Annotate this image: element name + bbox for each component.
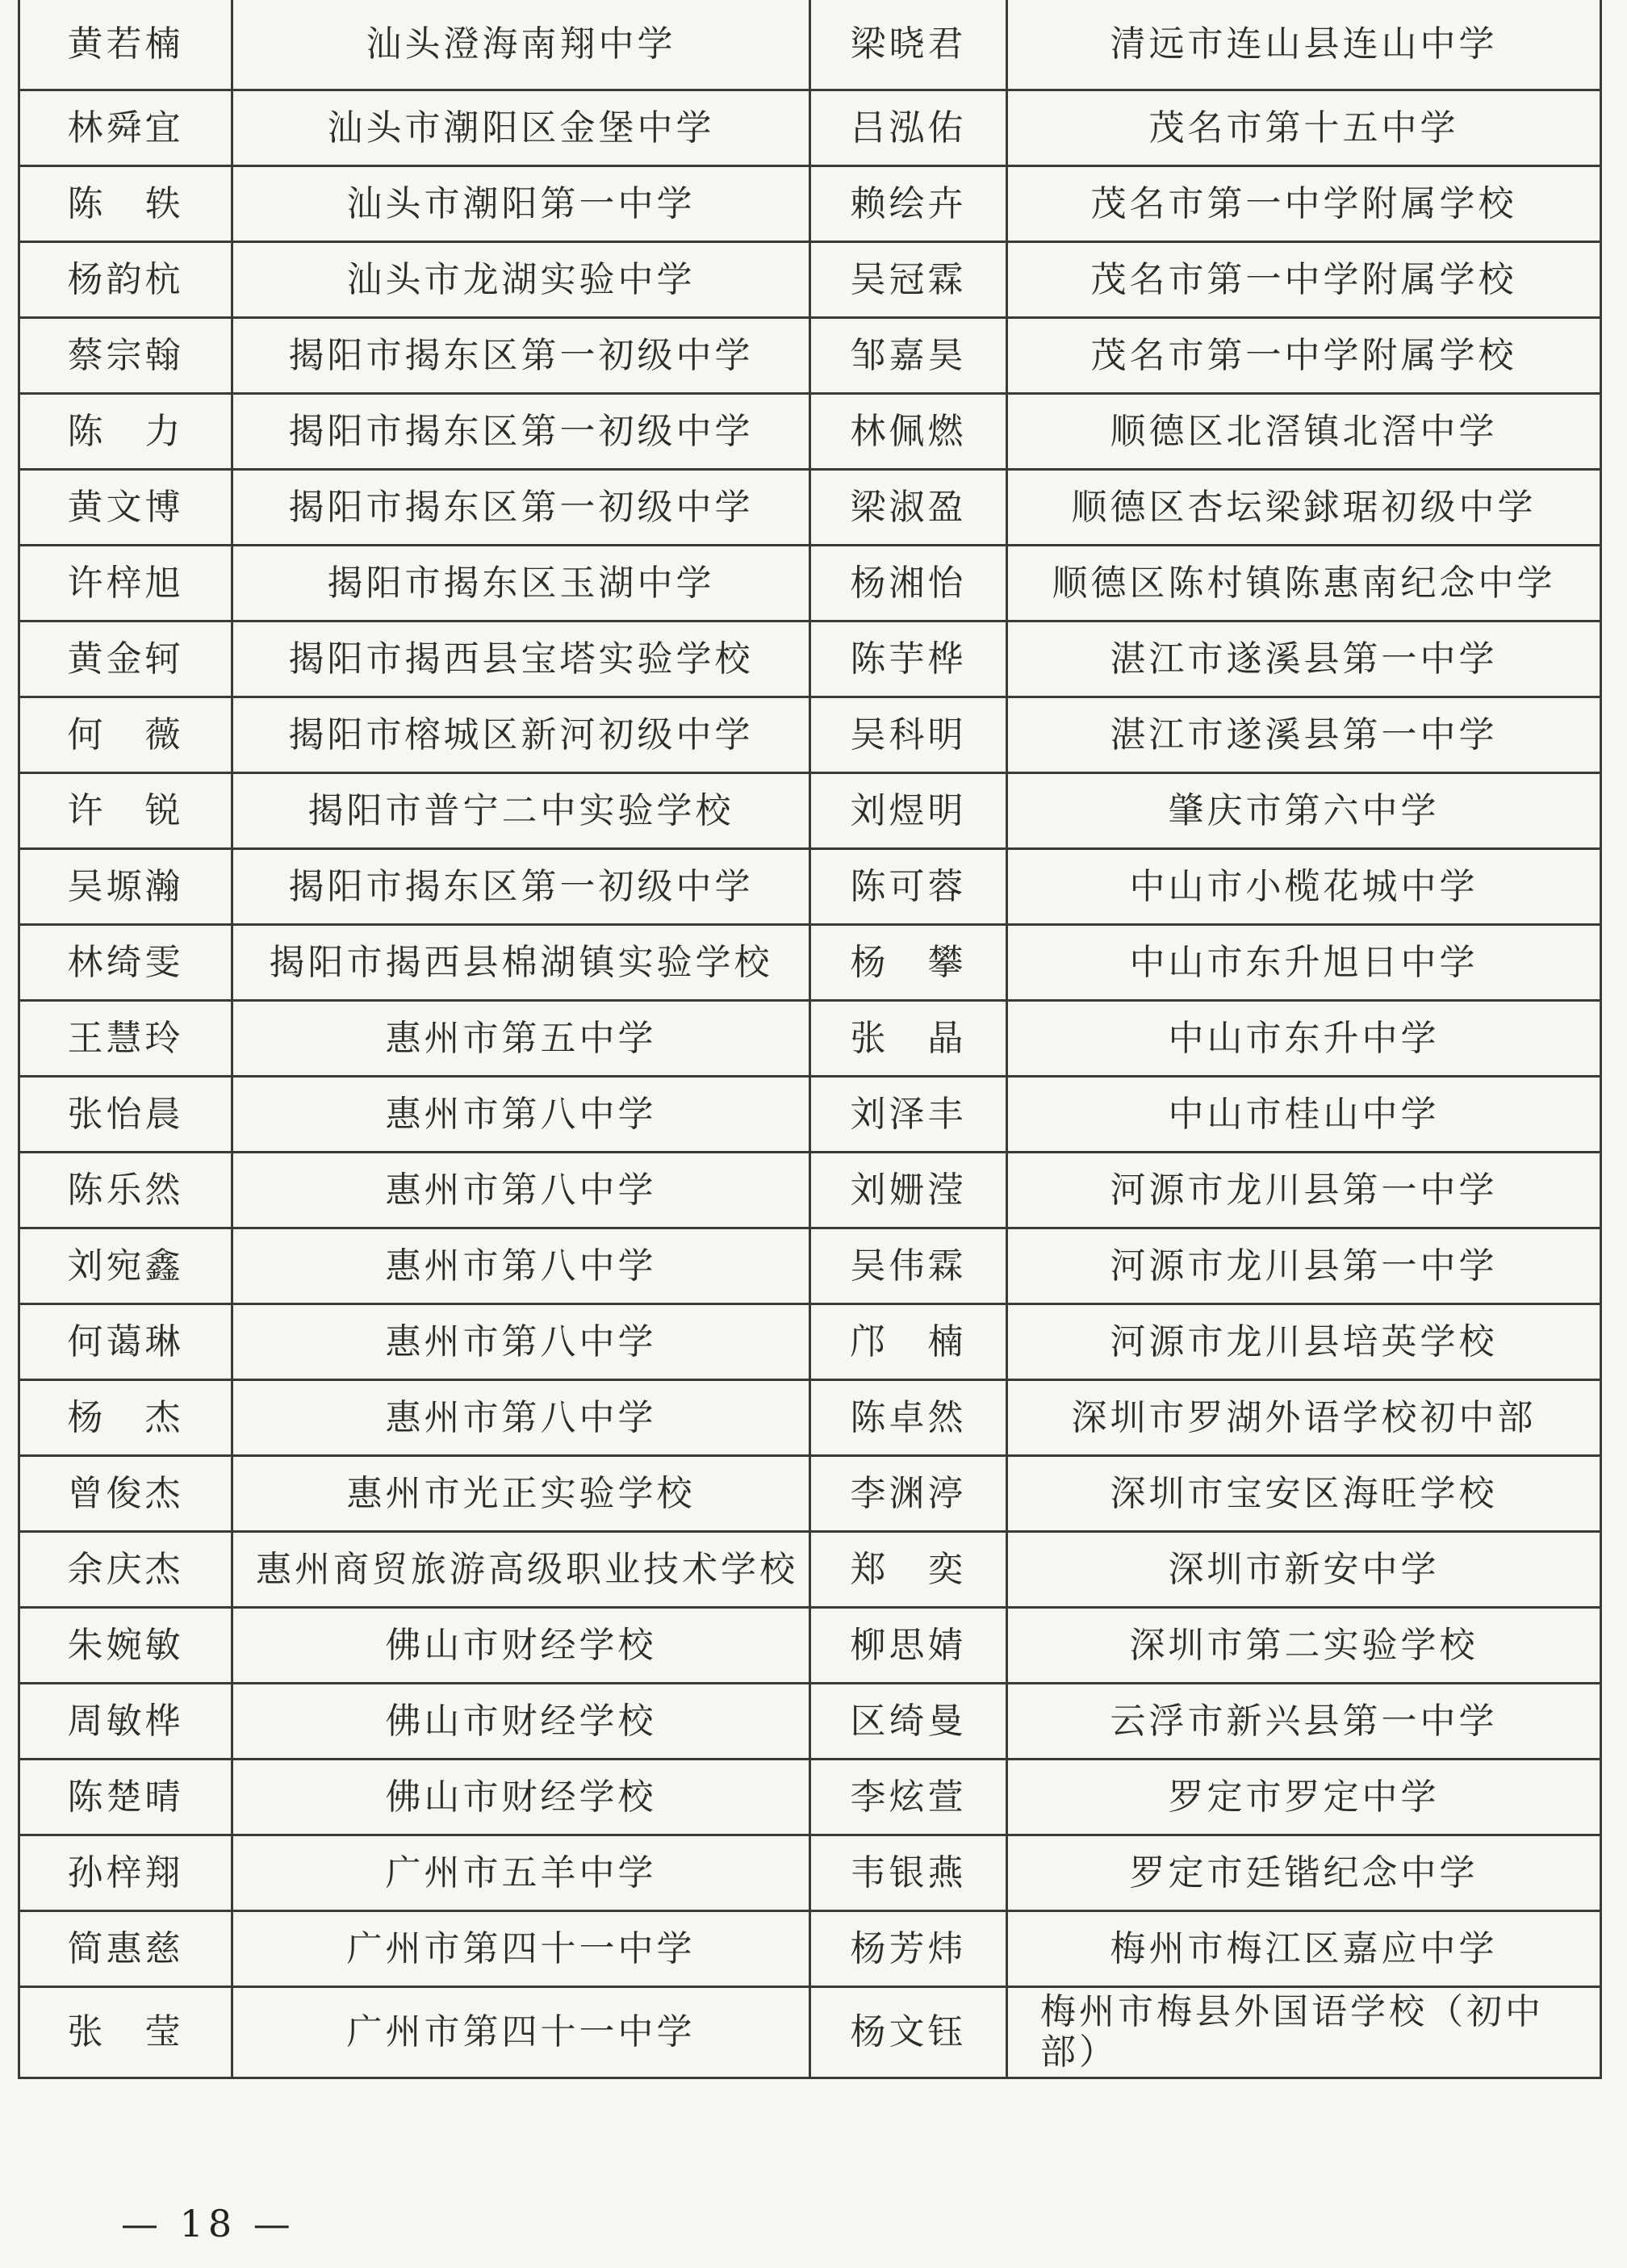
student-name-left: 黄金轲 xyxy=(19,621,232,697)
student-name-left: 林绮雯 xyxy=(19,925,232,1001)
table-row xyxy=(19,1153,1601,1228)
student-name-left: 周敏桦 xyxy=(19,1684,232,1760)
school-right: 清远市连山县连山中学 xyxy=(1007,0,1601,90)
table-row xyxy=(19,1911,1601,1987)
school-left: 广州市第四十一中学 xyxy=(232,1987,810,2078)
table-row xyxy=(19,849,1601,925)
school-left: 揭阳市揭东区第一初级中学 xyxy=(232,470,810,546)
table-row xyxy=(19,394,1601,470)
student-name-left: 张怡晨 xyxy=(19,1077,232,1153)
school-right: 肇庆市第六中学 xyxy=(1007,773,1601,849)
school-left: 广州市第四十一中学 xyxy=(232,1911,810,1987)
student-name-right: 陈可蓉 xyxy=(810,849,1007,925)
student-name-right: 杨文钰 xyxy=(810,1987,1007,2078)
student-name-right: 郑 奕 xyxy=(810,1532,1007,1608)
school-left: 佛山市财经学校 xyxy=(232,1684,810,1760)
table-row xyxy=(19,621,1601,697)
school-left: 广州市五羊中学 xyxy=(232,1835,810,1911)
student-name-right: 吕泓佑 xyxy=(810,90,1007,166)
school-right: 河源市龙川县培英学校 xyxy=(1007,1304,1601,1380)
school-right: 湛江市遂溪县第一中学 xyxy=(1007,621,1601,697)
student-name-right: 杨湘怡 xyxy=(810,546,1007,621)
school-left: 惠州市第八中学 xyxy=(232,1228,810,1304)
school-left: 佛山市财经学校 xyxy=(232,1608,810,1684)
table-row xyxy=(19,1077,1601,1153)
school-left: 揭阳市揭东区第一初级中学 xyxy=(232,318,810,394)
student-name-right: 梁淑盈 xyxy=(810,470,1007,546)
table-row xyxy=(19,697,1601,773)
student-name-right: 杨芳炜 xyxy=(810,1911,1007,1987)
school-right: 茂名市第一中学附属学校 xyxy=(1007,242,1601,318)
student-name-right: 陈卓然 xyxy=(810,1380,1007,1456)
school-right: 顺德区陈村镇陈惠南纪念中学 xyxy=(1007,546,1601,621)
school-left: 惠州市第五中学 xyxy=(232,1001,810,1077)
table-row xyxy=(19,1835,1601,1911)
school-right: 中山市小榄花城中学 xyxy=(1007,849,1601,925)
table-row xyxy=(19,1001,1601,1077)
school-left: 惠州市第八中学 xyxy=(232,1077,810,1153)
school-right: 梅州市梅县外国语学校（初中部） xyxy=(1007,1987,1601,2078)
student-name-right: 陈芋桦 xyxy=(810,621,1007,697)
table-row xyxy=(19,546,1601,621)
table-row xyxy=(19,925,1601,1001)
school-left: 揭阳市揭西县棉湖镇实验学校 xyxy=(232,925,810,1001)
student-name-right: 邝 楠 xyxy=(810,1304,1007,1380)
school-right: 茂名市第一中学附属学校 xyxy=(1007,166,1601,242)
school-left: 揭阳市揭东区第一初级中学 xyxy=(232,394,810,470)
student-name-left: 曾俊杰 xyxy=(19,1456,232,1532)
table-row xyxy=(19,242,1601,318)
student-name-right: 柳思婧 xyxy=(810,1608,1007,1684)
school-left: 揭阳市揭东区玉湖中学 xyxy=(232,546,810,621)
student-name-left: 林舜宜 xyxy=(19,90,232,166)
school-left: 惠州市第八中学 xyxy=(232,1153,810,1228)
student-name-left: 何蔼琳 xyxy=(19,1304,232,1380)
school-right: 云浮市新兴县第一中学 xyxy=(1007,1684,1601,1760)
table-row xyxy=(19,1304,1601,1380)
school-right: 顺德区杏坛梁銶琚初级中学 xyxy=(1007,470,1601,546)
student-name-right: 刘姗滢 xyxy=(810,1153,1007,1228)
table-row xyxy=(19,773,1601,849)
table-row xyxy=(19,470,1601,546)
student-name-right: 区绮曼 xyxy=(810,1684,1007,1760)
student-name-right: 赖绘卉 xyxy=(810,166,1007,242)
student-name-left: 杨韵杭 xyxy=(19,242,232,318)
school-right: 中山市桂山中学 xyxy=(1007,1077,1601,1153)
student-name-left: 余庆杰 xyxy=(19,1532,232,1608)
student-name-right: 刘煜明 xyxy=(810,773,1007,849)
student-name-left: 陈乐然 xyxy=(19,1153,232,1228)
school-right: 湛江市遂溪县第一中学 xyxy=(1007,697,1601,773)
student-name-right: 刘泽丰 xyxy=(810,1077,1007,1153)
table-row xyxy=(19,90,1601,166)
student-name-left: 黄文博 xyxy=(19,470,232,546)
school-right: 深圳市罗湖外语学校初中部 xyxy=(1007,1380,1601,1456)
school-right: 茂名市第一中学附属学校 xyxy=(1007,318,1601,394)
student-name-left: 许梓旭 xyxy=(19,546,232,621)
school-left: 佛山市财经学校 xyxy=(232,1760,810,1835)
student-name-right: 李渊渟 xyxy=(810,1456,1007,1532)
school-right: 深圳市宝安区海旺学校 xyxy=(1007,1456,1601,1532)
school-right: 中山市东升中学 xyxy=(1007,1001,1601,1077)
student-name-right: 邹嘉昊 xyxy=(810,318,1007,394)
roster-table xyxy=(18,0,1602,2079)
school-left: 惠州市光正实验学校 xyxy=(232,1456,810,1532)
school-left: 揭阳市揭西县宝塔实验学校 xyxy=(232,621,810,697)
school-left: 汕头市潮阳第一中学 xyxy=(232,166,810,242)
student-name-left: 许 锐 xyxy=(19,773,232,849)
school-left: 揭阳市揭东区第一初级中学 xyxy=(232,849,810,925)
student-name-left: 刘宛鑫 xyxy=(19,1228,232,1304)
table-row xyxy=(19,1380,1601,1456)
student-name-right: 杨 攀 xyxy=(810,925,1007,1001)
student-name-left: 王慧玲 xyxy=(19,1001,232,1077)
school-left: 汕头市龙湖实验中学 xyxy=(232,242,810,318)
table-row xyxy=(19,1987,1601,2078)
table-row xyxy=(19,318,1601,394)
table-row xyxy=(19,166,1601,242)
school-right: 罗定市廷锴纪念中学 xyxy=(1007,1835,1601,1911)
student-name-right: 吴伟霖 xyxy=(810,1228,1007,1304)
school-right: 深圳市新安中学 xyxy=(1007,1532,1601,1608)
student-name-left: 陈 轶 xyxy=(19,166,232,242)
table-row xyxy=(19,0,1601,90)
table-row xyxy=(19,1532,1601,1608)
page-number: — 18 — xyxy=(121,2202,295,2245)
school-left: 揭阳市普宁二中实验学校 xyxy=(232,773,810,849)
school-left: 汕头澄海南翔中学 xyxy=(232,0,810,90)
school-right: 河源市龙川县第一中学 xyxy=(1007,1228,1601,1304)
student-name-left: 张 莹 xyxy=(19,1987,232,2078)
school-right: 中山市东升旭日中学 xyxy=(1007,925,1601,1001)
student-name-right: 张 晶 xyxy=(810,1001,1007,1077)
student-name-left: 陈 力 xyxy=(19,394,232,470)
school-right: 顺德区北滘镇北滘中学 xyxy=(1007,394,1601,470)
student-name-left: 陈楚晴 xyxy=(19,1760,232,1835)
student-name-right: 李炫萱 xyxy=(810,1760,1007,1835)
student-name-left: 蔡宗翰 xyxy=(19,318,232,394)
table-row xyxy=(19,1228,1601,1304)
school-left: 惠州市第八中学 xyxy=(232,1304,810,1380)
table-row xyxy=(19,1760,1601,1835)
table-row xyxy=(19,1684,1601,1760)
student-name-right: 林佩燃 xyxy=(810,394,1007,470)
student-name-left: 杨 杰 xyxy=(19,1380,232,1456)
school-right: 梅州市梅江区嘉应中学 xyxy=(1007,1911,1601,1987)
page-sheet xyxy=(18,0,1600,2079)
school-left: 揭阳市榕城区新河初级中学 xyxy=(232,697,810,773)
student-name-left: 吴塬瀚 xyxy=(19,849,232,925)
student-name-left: 简惠慈 xyxy=(19,1911,232,1987)
school-left: 汕头市潮阳区金堡中学 xyxy=(232,90,810,166)
student-name-left: 孙梓翔 xyxy=(19,1835,232,1911)
student-name-right: 吴冠霖 xyxy=(810,242,1007,318)
student-name-right: 梁晓君 xyxy=(810,0,1007,90)
school-right: 罗定市罗定中学 xyxy=(1007,1760,1601,1835)
school-right: 河源市龙川县第一中学 xyxy=(1007,1153,1601,1228)
student-name-right: 吴科明 xyxy=(810,697,1007,773)
table-row xyxy=(19,1608,1601,1684)
school-right: 深圳市第二实验学校 xyxy=(1007,1608,1601,1684)
student-name-left: 黄若楠 xyxy=(19,0,232,90)
school-left: 惠州商贸旅游高级职业技术学校 xyxy=(232,1532,810,1608)
student-name-right: 韦银燕 xyxy=(810,1835,1007,1911)
school-right: 茂名市第十五中学 xyxy=(1007,90,1601,166)
school-left: 惠州市第八中学 xyxy=(232,1380,810,1456)
student-name-left: 朱婉敏 xyxy=(19,1608,232,1684)
table-row xyxy=(19,1456,1601,1532)
student-name-left: 何 薇 xyxy=(19,697,232,773)
